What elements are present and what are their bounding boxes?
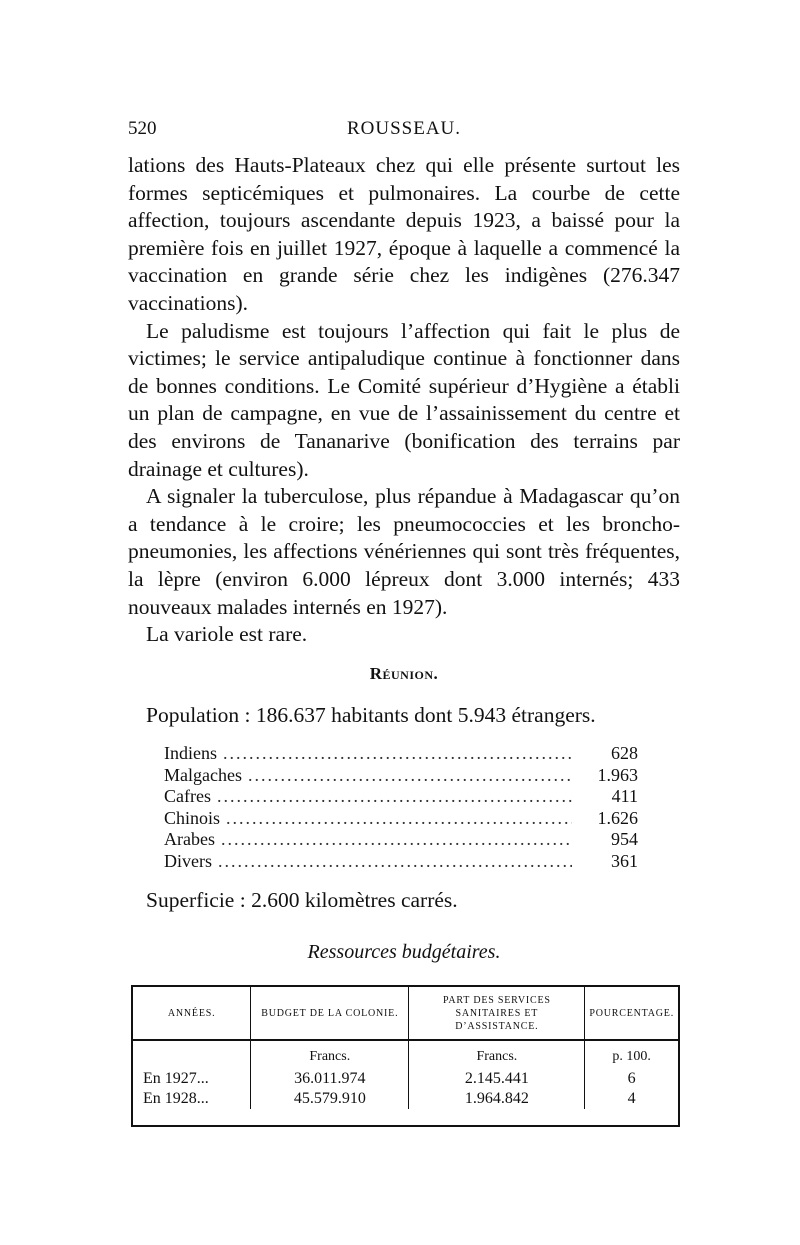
header-budget: BUDGET DE LA COLONIE. bbox=[251, 987, 409, 1040]
paragraph: A signaler la tuberculose, plus répandue à Madagascar qu’on a tendance à le croire; les pneumococcies et les broncho-pneumonies, les affections vénériennes qui sont très fréquentes, la lèpre (environ 6.000 lépreux dont 3.000 internés; 433 nouveaux malades internés en 1927). bbox=[128, 484, 680, 619]
population-label: Malgaches bbox=[164, 764, 242, 785]
population-row bbox=[164, 765, 638, 787]
header-part-services: PART DES SERVICES SANITAIRES ET D’ASSISTANCE. bbox=[409, 987, 585, 1040]
page-header bbox=[128, 118, 680, 148]
population-breakdown bbox=[164, 743, 638, 872]
section-title: Réunion. bbox=[369, 664, 439, 683]
population-value: 1.626 bbox=[597, 807, 638, 828]
table-cell: 36.011.974 bbox=[251, 1069, 409, 1089]
table-cell: En 1928... bbox=[143, 1090, 209, 1107]
population-row bbox=[164, 851, 638, 873]
budget-title: Ressources budgétaires. bbox=[307, 941, 501, 963]
table-cell: En 1927... bbox=[143, 1070, 209, 1087]
dot-leader bbox=[221, 829, 572, 850]
paragraph: La variole est rare. bbox=[146, 622, 308, 647]
unit-cell: Francs. bbox=[409, 1040, 585, 1069]
unit-cell: Francs. bbox=[251, 1040, 409, 1069]
unit-cell: p. 100. bbox=[585, 1040, 678, 1069]
population-row bbox=[164, 786, 638, 808]
running-head: ROUSSEAU. bbox=[346, 118, 462, 139]
population-row bbox=[164, 743, 638, 765]
population-value: 1.963 bbox=[597, 764, 638, 785]
table-units-row bbox=[133, 1040, 678, 1069]
population-value: 361 bbox=[611, 850, 638, 871]
dot-leader bbox=[226, 808, 572, 829]
population-row bbox=[164, 829, 638, 851]
dot-leader bbox=[223, 743, 572, 764]
body-text bbox=[128, 152, 680, 649]
table-cell: 45.579.910 bbox=[251, 1089, 409, 1109]
table-cell: 1.964.842 bbox=[409, 1089, 585, 1109]
paragraph: lations des Hauts-Plateaux chez qui elle présente surtout les formes septicémiques et pulmonaires. La courbe de cette affection, toujours ascendante depuis 1923, a baissé pour la première fois en juillet 1927, époque à laquelle a commencé la vaccination en grande série chez les indigènes (276.347 vaccinations). bbox=[128, 153, 680, 315]
population-value: 954 bbox=[611, 829, 638, 849]
superficie-line: Superficie : 2.600 kilomètres carrés. bbox=[146, 888, 458, 912]
dot-leader bbox=[248, 765, 572, 786]
population-value: 628 bbox=[611, 743, 638, 763]
population-label: Arabes bbox=[164, 829, 215, 849]
page-number: 520 bbox=[128, 118, 157, 139]
table-header-row bbox=[133, 987, 678, 1040]
table-cell: 6 bbox=[585, 1069, 678, 1089]
table-row bbox=[133, 1089, 678, 1109]
table-cell: 2.145.441 bbox=[409, 1069, 585, 1089]
population-row bbox=[164, 808, 638, 830]
population-value: 411 bbox=[611, 786, 638, 806]
population-line: Population : 186.637 habitants dont 5.943 étrangers. bbox=[146, 703, 596, 727]
dot-leader bbox=[217, 786, 572, 807]
header-pourcentage: POURCENTAGE. bbox=[585, 987, 678, 1040]
budget-table bbox=[131, 985, 680, 1127]
population-label: Indiens bbox=[164, 743, 217, 763]
header-annees: ANNÉES. bbox=[133, 987, 251, 1040]
unit-cell bbox=[133, 1040, 251, 1069]
population-label: Cafres bbox=[164, 786, 211, 806]
table-cell: 4 bbox=[585, 1089, 678, 1109]
table-row bbox=[133, 1069, 678, 1089]
paragraph: Le paludisme est toujours l’affection qui fait le plus de victimes; le service antipaludique continue à fonctionner dans de bonnes conditions. Le Comité supérieur d’Hygiène a établi un plan de campagne, en vue de l’assainissement du centre et des environs de Tananarive (bonification des terrains par drainage et cultures). bbox=[128, 318, 680, 481]
population-label: Divers bbox=[164, 850, 212, 871]
population-label: Chinois bbox=[164, 807, 221, 828]
dot-leader bbox=[218, 851, 572, 872]
